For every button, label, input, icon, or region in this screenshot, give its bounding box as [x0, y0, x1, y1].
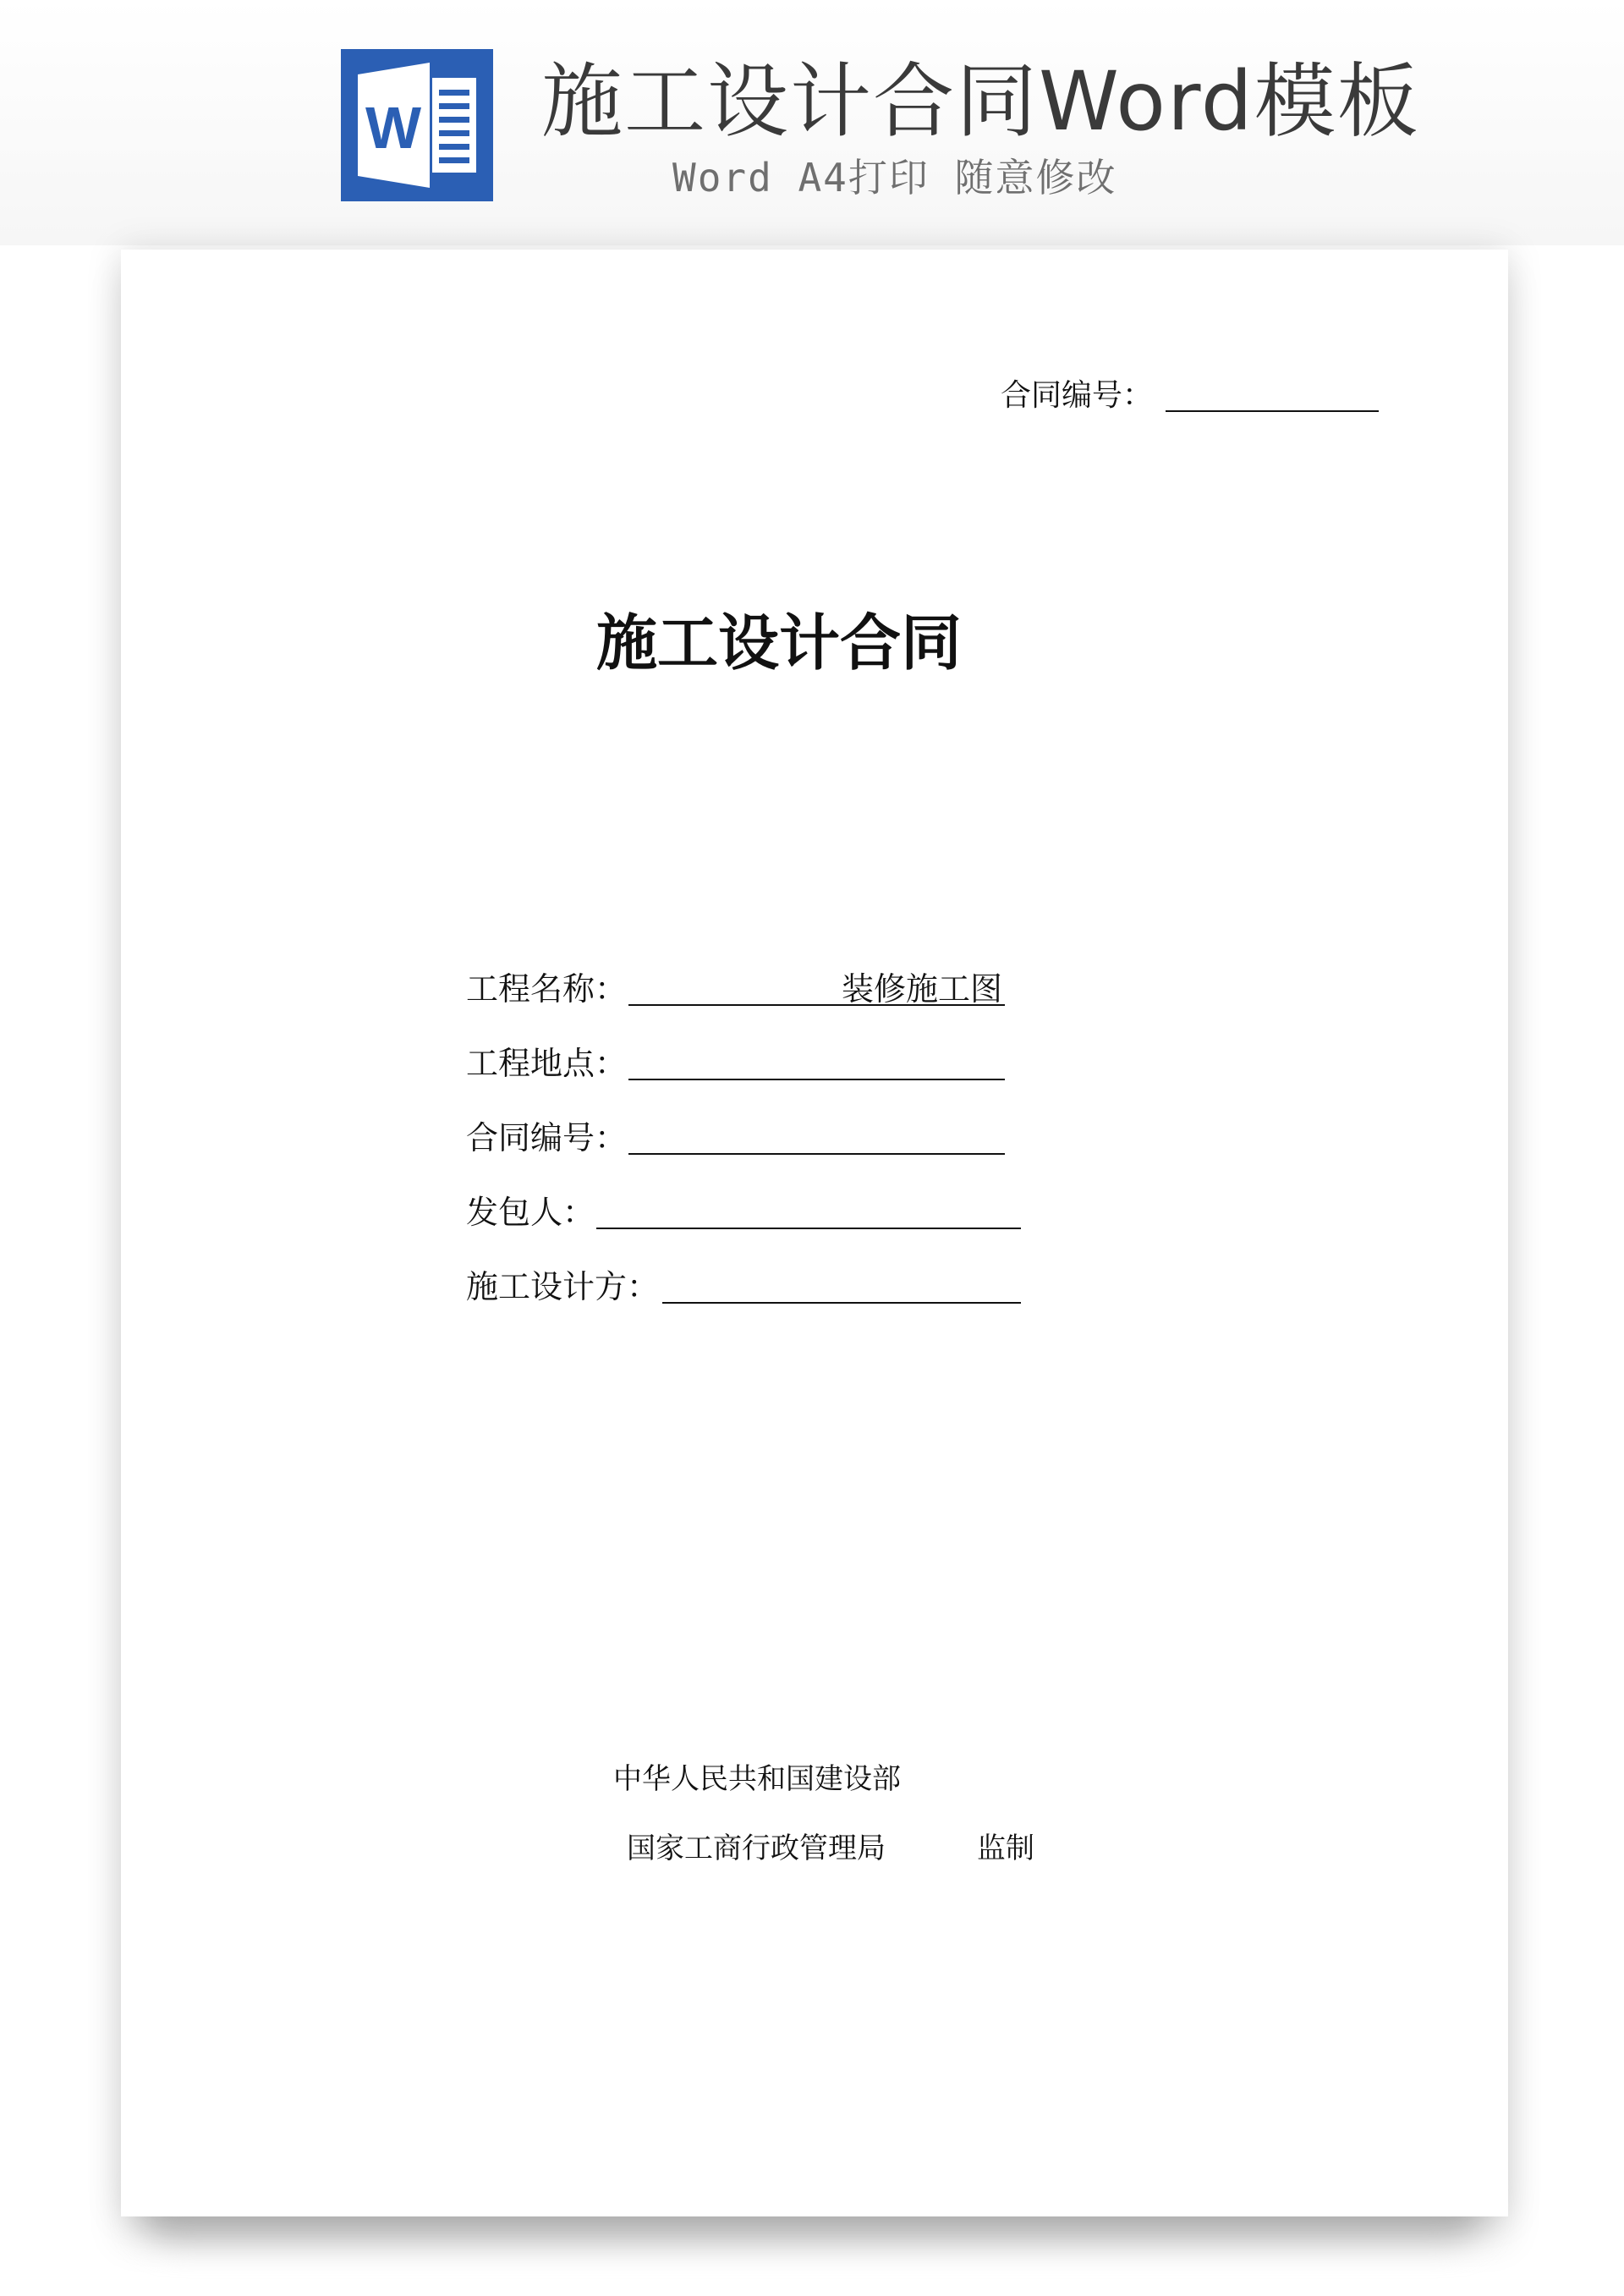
issuer-ministry: 中华人民共和国建设部: [613, 1762, 901, 1796]
word-icon: [341, 49, 493, 201]
project-name-label: 工程名称：: [466, 970, 628, 1008]
project-location-blank[interactable]: [628, 1045, 1005, 1080]
designer-blank[interactable]: [662, 1268, 1021, 1304]
contract-no-label: 合同编号：: [466, 1119, 628, 1156]
employer-label: 发包人：: [466, 1194, 595, 1231]
designer-label: 施工设计方：: [466, 1268, 660, 1305]
banner-title: 施工设计合同Word模板: [541, 54, 1420, 149]
project-name-value: 装修施工图: [842, 970, 1003, 1008]
document-page: [121, 250, 1508, 2216]
top-contract-no-label: 合同编号：: [1001, 378, 1154, 413]
template-banner: [0, 0, 1624, 245]
employer-blank[interactable]: [596, 1194, 1021, 1229]
contract-no-blank[interactable]: [628, 1119, 1005, 1155]
top-contract-no-blank[interactable]: [1166, 376, 1379, 412]
project-location-label: 工程地点：: [466, 1045, 628, 1082]
word-icon-letter: W: [365, 95, 422, 161]
document-title: 施工设计合同: [595, 607, 962, 678]
issuer-bureau: 国家工商行政管理局: [627, 1832, 886, 1865]
banner-subtitle: Word A4打印 随意修改: [672, 155, 1117, 200]
issuer-supervised: 监制: [977, 1832, 1034, 1865]
